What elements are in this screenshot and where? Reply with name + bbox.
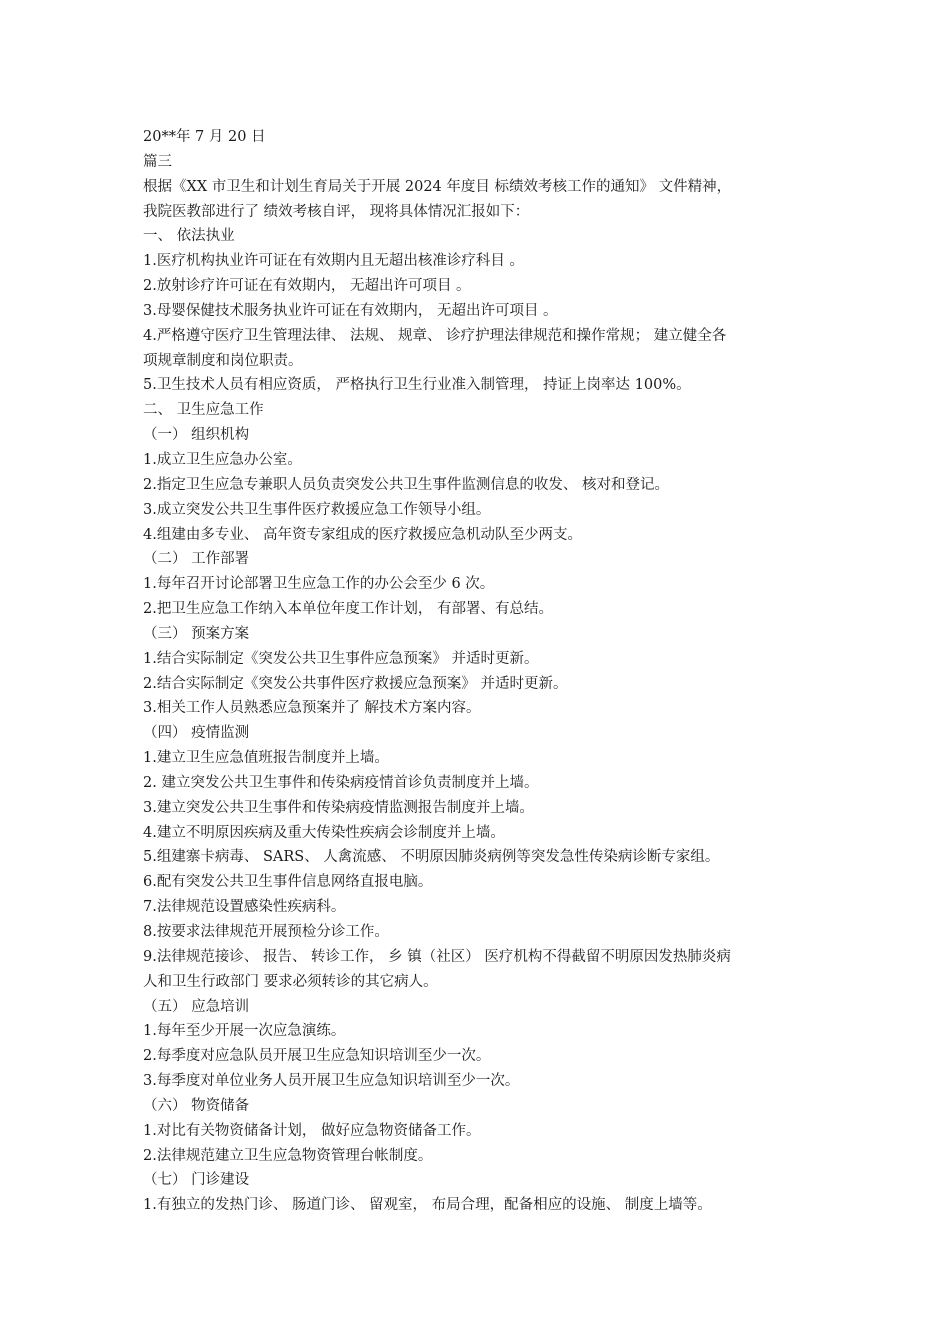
paragraph-line: 我院医教部进行了 绩效考核自评， 现将具体情况汇报如下：: [143, 203, 530, 220]
subheading: （二） 工作部署: [143, 551, 250, 568]
list-item: 1.对比有关物资储备计划， 做好应急物资储备工作。: [143, 1122, 481, 1139]
list-item: 1.每年至少开展一次应急演练。: [143, 1023, 346, 1040]
list-item: 2.指定卫生应急专兼职人员负责突发公共卫生事件监测信息的收发、 核对和登记。: [143, 476, 669, 493]
list-item: 2.每季度对应急队员开展卫生应急知识培训至少一次。: [143, 1048, 491, 1065]
list-item-continuation: 项规章制度和岗位职责。: [143, 352, 303, 369]
list-item: 1.医疗机构执业许可证在有效期内且无超出核准诊疗科目 。: [143, 253, 524, 270]
list-item: 3.母婴保健技术服务执业许可证在有效期内， 无超出许可项目 。: [143, 302, 558, 319]
list-item: 5.组建寨卡病毒、 SARS、 人禽流感、 不明原因肺炎病例等突发急性传染病诊断专家组。: [143, 849, 720, 866]
list-item: 4.严格遵守医疗卫生管理法律、 法规、 规章、 诊疗护理法律规范和操作常规； 建立健全各: [143, 327, 727, 344]
list-item: 3.每季度对单位业务人员开展卫生应急知识培训至少一次。: [143, 1073, 520, 1090]
list-item: 1.建立卫生应急值班报告制度并上墙。: [143, 750, 389, 767]
list-item: 8.按要求法律规范开展预检分诊工作。: [143, 924, 389, 940]
list-item: 2.结合实际制定《突发公共事件医疗救援应急预案》 并适时更新。: [143, 675, 568, 692]
list-item: 3.相关工作人员熟悉应急预案并了 解技术方案内容。: [143, 700, 481, 717]
list-item: 9.法律规范接诊、 报告、 转诊工作， 乡 镇（社区） 医疗机构不得截留不明原因发热肺炎病: [143, 948, 731, 965]
list-item: 3.建立突发公共卫生事件和传染病疫情监测报告制度并上墙。: [143, 799, 534, 816]
heading: 一、 依法执业: [143, 228, 235, 245]
list-item: 2. 建立突发公共卫生事件和传染病疫情首诊负责制度并上墙。: [143, 774, 539, 791]
list-item: 5.卫生技术人员有相应资质， 严格执行卫生行业准入制管理， 持证上岗率达 100%。: [143, 377, 691, 394]
list-item: 2.把卫生应急工作纳入本单位年度工作计划， 有部署、有总结。: [143, 601, 553, 618]
list-item: 2.法律规范建立卫生应急物资管理台帐制度。: [143, 1147, 433, 1164]
list-item: 1.有独立的发热门诊、 肠道门诊、 留观室， 布局合理，配备相应的设施、 制度上墙等。: [143, 1197, 712, 1214]
list-item: 1.成立卫生应急办公室。: [143, 451, 302, 468]
list-item: 2.放射诊疗许可证在有效期内， 无超出许可项目 。: [143, 278, 471, 295]
subheading: （六） 物资储备: [143, 1097, 250, 1114]
list-item: 4.建立不明原因疾病及重大传染性疾病会诊制度并上墙。: [143, 824, 505, 841]
list-item: 6.配有突发公共卫生事件信息网络直报电脑。: [143, 874, 433, 891]
date-line: 20**年 7 月 20 日: [143, 129, 266, 145]
list-item: 7.法律规范设置感染性疾病科。: [143, 899, 346, 916]
subheading: （三） 预案方案: [143, 625, 250, 642]
list-item: 1.结合实际制定《突发公共卫生事件应急预案》 并适时更新。: [143, 650, 539, 667]
heading: 二、 卫生应急工作: [143, 402, 264, 419]
list-item: 1.每年召开讨论部署卫生应急工作的办公会至少 6 次。: [143, 576, 495, 593]
list-item: 3.成立突发公共卫生事件医疗救援应急工作领导小组。: [143, 501, 491, 518]
subheading: （七） 门诊建设: [143, 1172, 250, 1189]
paragraph-line: 根据《XX 市卫生和计划生育局关于开展 2024 年度目 标绩效考核工作的通知》 文件精神，: [143, 178, 732, 195]
subheading: （五） 应急培训: [143, 998, 250, 1015]
list-item: 4.组建由多专业、 高年资专家组成的医疗救援应急机动队至少两支。: [143, 526, 582, 543]
subheading: （一） 组织机构: [143, 427, 250, 444]
list-item-continuation: 人和卫生行政部门 要求必须转诊的其它病人。: [143, 973, 438, 990]
document-body: [143, 125, 823, 1218]
section-title: 篇三: [143, 153, 172, 170]
subheading: （四） 疫情监测: [143, 725, 250, 742]
